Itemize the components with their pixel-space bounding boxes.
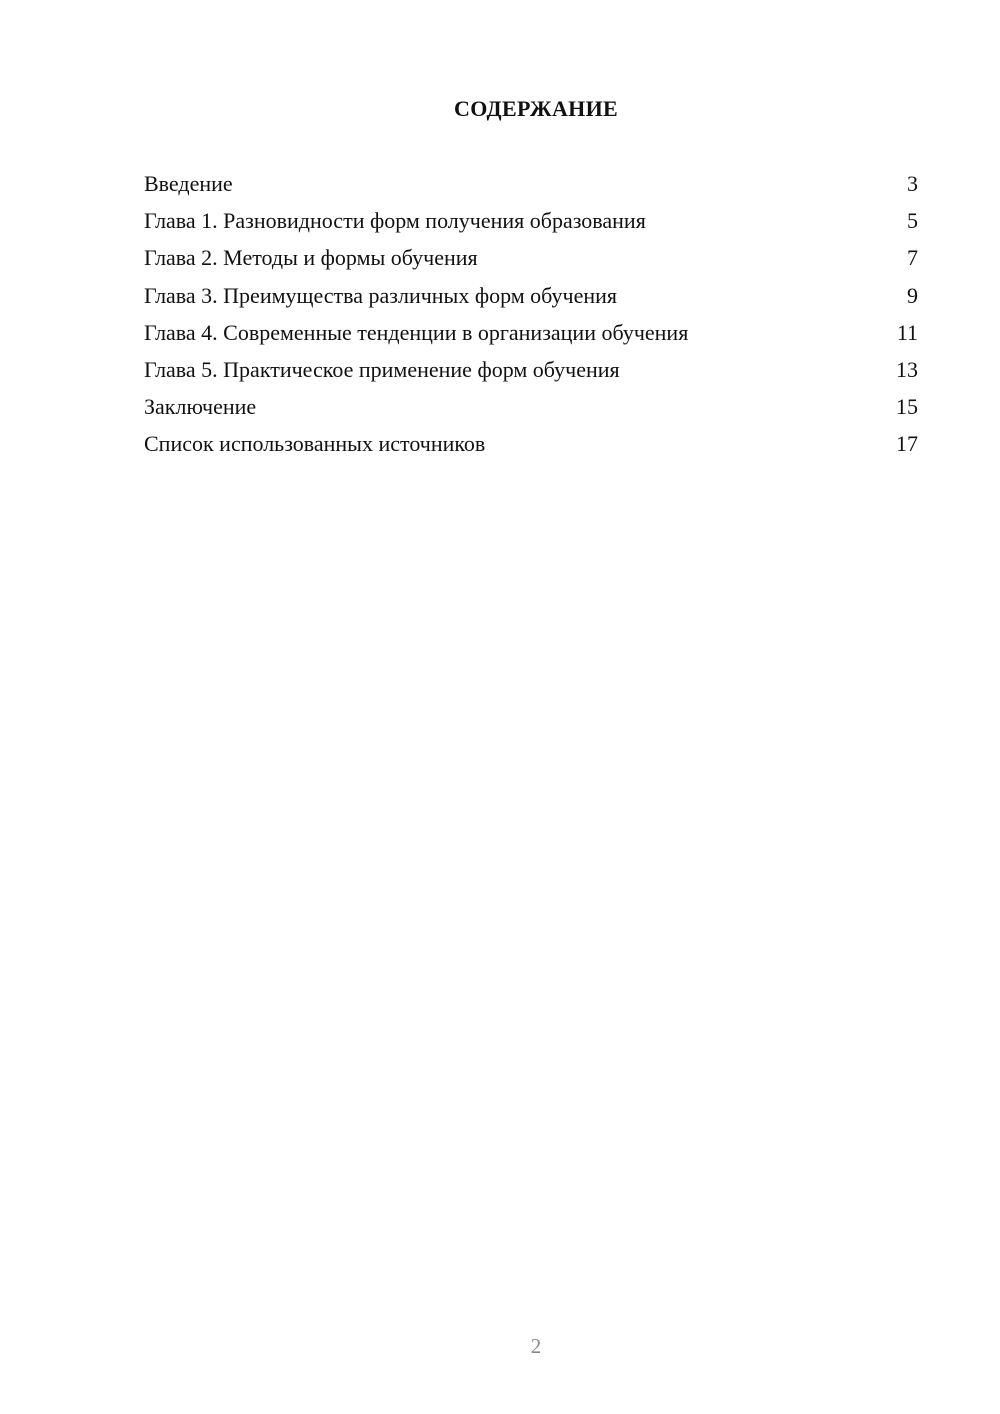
toc-entry-conclusion[interactable] xyxy=(144,392,918,429)
toc-entry-page: 7 xyxy=(907,245,918,271)
toc-entry-chapter-2[interactable] xyxy=(144,243,918,280)
toc-entry-page: 11 xyxy=(896,319,918,345)
toc-entry-chapter-4[interactable] xyxy=(144,318,918,355)
toc-entry-page: 17 xyxy=(896,431,918,457)
toc-entry-chapter-5[interactable] xyxy=(144,355,918,392)
table-of-contents xyxy=(144,169,918,467)
page-title: СОДЕРЖАНИЕ xyxy=(454,96,618,121)
toc-entry-page: 5 xyxy=(907,208,918,234)
toc-entry-title: Список использованных источников xyxy=(144,431,486,457)
toc-entry-page: 3 xyxy=(907,171,918,196)
toc-entry-title: Глава 3. Преимущества различных форм обучения xyxy=(144,282,618,308)
toc-entry-page: 13 xyxy=(896,356,918,382)
toc-entry-title: Заключение xyxy=(144,394,257,420)
toc-entry-chapter-1[interactable] xyxy=(144,206,918,243)
toc-entry-title: Глава 2. Методы и формы обучения xyxy=(144,245,478,271)
page-number: 2 xyxy=(530,1334,542,1358)
toc-entry-title: Введение xyxy=(144,171,233,196)
toc-entry-page: 15 xyxy=(896,394,918,420)
toc-entry-references[interactable] xyxy=(144,429,918,466)
toc-entry-introduction[interactable] xyxy=(144,169,918,206)
toc-entry-page: 9 xyxy=(907,282,918,308)
toc-entry-title: Глава 1. Разновидности форм получения образования xyxy=(144,208,646,234)
toc-entry-chapter-3[interactable] xyxy=(144,281,918,318)
toc-entry-title: Глава 5. Практическое применение форм обучения xyxy=(144,356,620,382)
toc-entry-title: Глава 4. Современные тенденции в организации обучения xyxy=(144,319,689,345)
